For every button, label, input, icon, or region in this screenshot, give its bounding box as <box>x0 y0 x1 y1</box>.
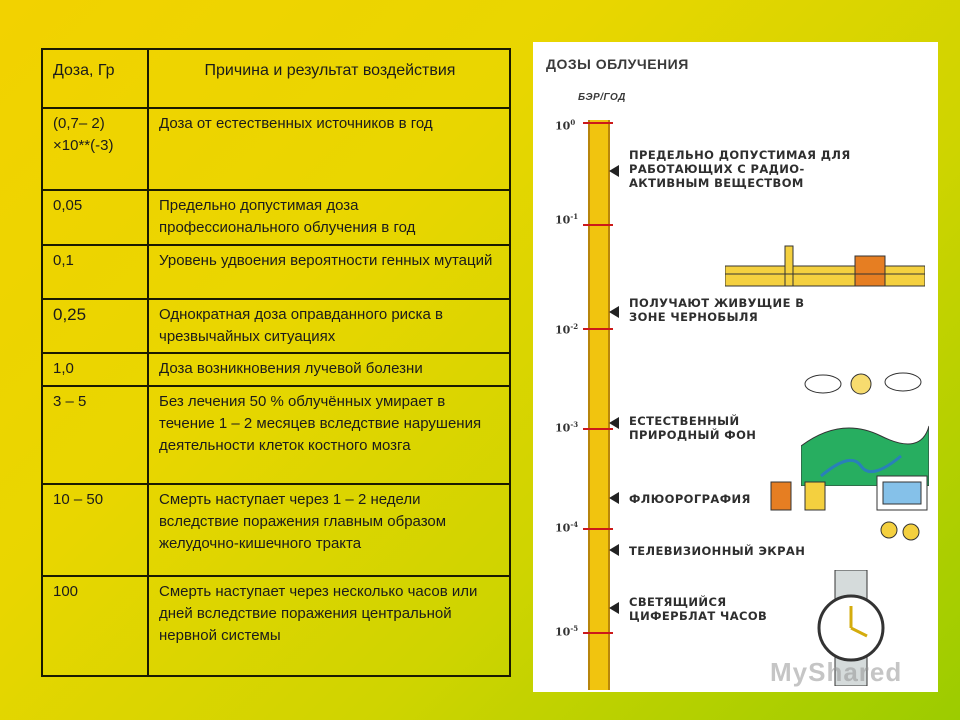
scale-tick <box>583 632 613 634</box>
scale-unit: БЭР/ГОД <box>578 92 626 103</box>
dose-cell: 3 – 5 <box>42 386 148 484</box>
table-row <box>42 299 510 353</box>
table-row <box>42 245 510 299</box>
scale-bar <box>588 120 610 690</box>
pointer-arrow-icon <box>609 602 619 614</box>
scale-tick <box>583 122 613 124</box>
fluorography-icon <box>769 476 829 516</box>
note-tv-screen: ТЕЛЕВИЗИОННЫЙ ЭКРАН <box>629 544 806 558</box>
dose-scale-panel <box>533 42 938 692</box>
note-watch-dial: СВЕТЯЩИЙСЯ ЦИФЕРБЛАТ ЧАСОВ <box>629 595 768 623</box>
dose-cell: 0,05 <box>42 190 148 245</box>
watermark-text: MyShared <box>770 657 903 687</box>
pointer-arrow-icon <box>609 306 619 318</box>
city-skyline-icon <box>725 238 925 290</box>
dose-effects-table <box>41 48 511 677</box>
scale-tick <box>583 328 613 330</box>
scale-title: ДОЗЫ ОБЛУЧЕНИЯ <box>546 56 689 72</box>
effect-cell: Уровень удвоения вероятности генных мутаций <box>148 245 510 299</box>
table-row <box>42 353 510 386</box>
table-header-row <box>42 49 510 108</box>
effect-cell: Без лечения 50 % облучённых умирает в течение 1 – 2 месяцев вследствие нарушения деятельности клеток костного мозга <box>148 386 510 484</box>
effect-cell: Доза от естественных источников в год <box>148 108 510 190</box>
header-effect: Причина и результат воздействия <box>148 49 510 108</box>
effect-cell: Однократная доза оправданного риска в чрезвычайных ситуациях <box>148 299 510 353</box>
table-row <box>42 386 510 484</box>
table-row <box>42 576 510 676</box>
tick-label: $10^{-1}$ <box>555 212 579 227</box>
dose-cell: 0,25 <box>42 299 148 353</box>
dose-cell: (0,7– 2) ×10**(-3) <box>42 108 148 190</box>
dose-cell: 0,1 <box>42 245 148 299</box>
pointer-arrow-icon <box>609 544 619 556</box>
pointer-arrow-icon <box>609 492 619 504</box>
effect-cell: Предельно допустимая доза профессионального облучения в год <box>148 190 510 245</box>
effect-cell: Смерть наступает через 1 – 2 недели вследствие поражения главным образом желудочно-кишечного тракта <box>148 484 510 576</box>
nature-landscape-icon <box>801 366 929 486</box>
pointer-arrow-icon <box>609 165 619 177</box>
effect-cell: Смерть наступает через несколько часов или дней вследствие поражения центральной нервной системы <box>148 576 510 676</box>
tv-viewers-icon <box>867 474 931 554</box>
table-row <box>42 484 510 576</box>
table-row <box>42 190 510 245</box>
dose-cell: 10 – 50 <box>42 484 148 576</box>
effect-cell: Доза возникновения лучевой болезни <box>148 353 510 386</box>
note-fluorography: ФЛЮОРОГРАФИЯ <box>629 492 751 506</box>
dose-cell: 1,0 <box>42 353 148 386</box>
scale-tick <box>583 224 613 226</box>
tick-label: $10^{-3}$ <box>555 420 579 435</box>
dose-cell: 100 <box>42 576 148 676</box>
tick-label: $10^{-2}$ <box>555 322 579 337</box>
note-natural-background: ЕСТЕСТВЕННЫЙ ПРИРОДНЫЙ ФОН <box>629 414 757 442</box>
scale-tick <box>583 528 613 530</box>
table-row <box>42 108 510 190</box>
note-professional-limit: ПРЕДЕЛЬНО ДОПУСТИМАЯ ДЛЯ РАБОТАЮЩИХ С РАДИО- АКТИВНЫМ ВЕЩЕСТВОМ <box>629 148 851 190</box>
header-dose: Доза, Гр <box>42 49 148 108</box>
tick-label: $10^{-5}$ <box>555 624 579 639</box>
tick-label: $10^{-4}$ <box>555 520 579 535</box>
tick-label: $10^0$ <box>555 118 576 133</box>
pointer-arrow-icon <box>609 417 619 429</box>
note-chernobyl: ПОЛУЧАЮТ ЖИВУЩИЕ В ЗОНЕ ЧЕРНОБЫЛЯ <box>629 296 805 324</box>
